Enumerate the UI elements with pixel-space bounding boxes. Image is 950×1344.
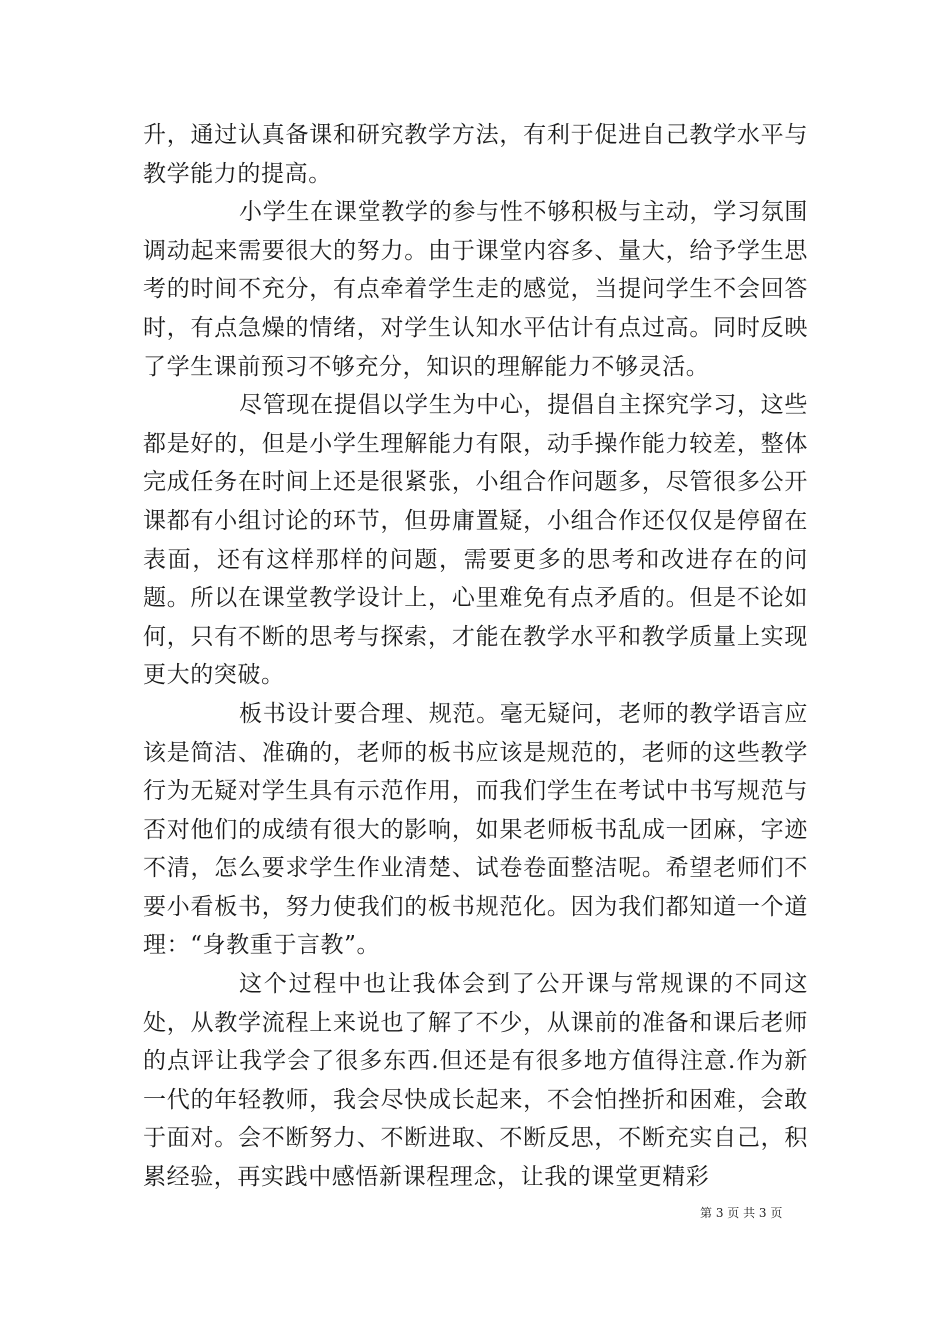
- page-number: 第 3 页 共 3 页: [700, 1206, 783, 1220]
- paragraph: 板书设计要合理、规范。毫无疑问，老师的教学语言应该是简洁、准确的，老师的板书应该是规范的，老师的这些教学行为无疑对学生具有示范作用，而我们学生在考试中书写规范与否对他们的成绩有很大的影响，如果老师板书乱成一团麻，字迹不清，怎么要求学生作业清楚、试卷卷面整洁呢。希望老师们不要小看板书，努力使我们的板书规范化。因为我们都知道一个道理：“身教重于言教”。: [143, 700, 808, 959]
- document-body: [143, 116, 808, 1197]
- paragraph: 这个过程中也让我体会到了公开课与常规课的不同这处，从教学流程上来说也了解了不少，从课前的准备和课后老师的点评让我学会了很多东西.但还是有很多地方值得注意.作为新一代的年轻教师，我会尽快成长起来，不会怕挫折和困难，会敢于面对。会不断努力、不断进取、不断反思，不断充实自己，积累经验，再实践中感悟新课程理念，让我的课堂更精彩: [143, 971, 808, 1191]
- paragraph: 升，通过认真备课和研究教学方法，有利于促进自己教学水平与教学能力的提高。: [143, 122, 808, 187]
- paragraph: 小学生在课堂教学的参与性不够积极与主动，学习氛围调动起来需要很大的努力。由于课堂内容多、量大，给予学生思考的时间不充分，有点牵着学生走的感觉，当提问学生不会回答时，有点急燥的情绪，对学生认知水平估计有点过高。同时反映了学生课前预习不够充分，知识的理解能力不够灵活。: [143, 199, 808, 380]
- paragraph: 尽管现在提倡以学生为中心，提倡自主探究学习，这些都是好的，但是小学生理解能力有限，动手操作能力较差，整体完成任务在时间上还是很紧张，小组合作问题多，尽管很多公开课都有小组讨论的环节，但毋庸置疑，小组合作还仅仅是停留在表面，还有这样那样的问题，需要更多的思考和改进存在的问题。所以在课堂教学设计上，心里难免有点矛盾的。但是不论如何，只有不断的思考与探索，才能在教学水平和教学质量上实现更大的突破。: [143, 392, 808, 689]
